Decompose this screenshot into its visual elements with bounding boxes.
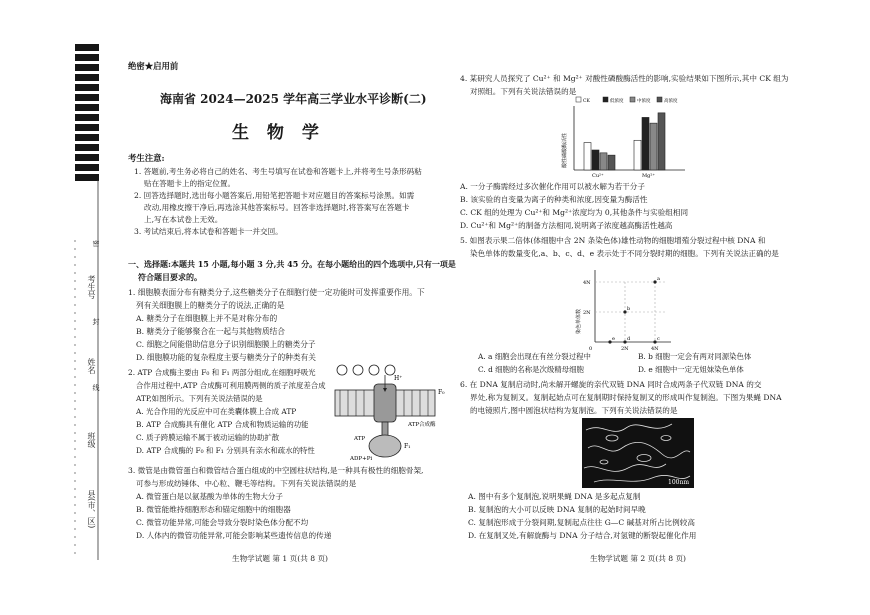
graph-x-tick-4n: 4N (651, 346, 659, 352)
photo-scale-label: 100nm (668, 479, 690, 486)
notice-line: 3. 考试结束后,将本试卷和答题卡一并交回。 (134, 227, 283, 236)
legend-label: 高浓度 (664, 99, 678, 104)
point-label-d: d (627, 336, 631, 342)
label-f1: F₁ (404, 443, 411, 450)
dna-electron-micrograph (582, 418, 694, 488)
section-1-line: 一、选择题:本题共 15 小题,每小题 3 分,共 45 分。在每小题给出的四个选项中,只有一项是 (128, 259, 456, 269)
legend-swatch (630, 97, 635, 102)
q2-stem: 合作用过程中,ATP 合成酶可利用膜两侧的质子浓度差合成 (136, 381, 326, 390)
question-4-options (460, 180, 790, 232)
q6-stem: 的电镜照片,图中圆泡状结构为复制泡。下列有关说法错误的是 (470, 406, 678, 415)
graph-y-tick-2n: 2N (583, 310, 591, 316)
q5-option-d: D. e 细胞中一定无姐妹染色单体 (638, 365, 744, 374)
notice-line: 上,写在本试卷上无效。 (144, 215, 223, 224)
q1-option-b: B. 糖类分子能够聚合在一起与其他物质结合 (136, 327, 285, 336)
subject-title: 生 物 学 (232, 123, 325, 143)
question-6-stem (460, 378, 790, 417)
footer-right: 生物学试题 第 2 页(共 8 页) (590, 554, 686, 563)
graph-y-tick-4n: 4N (583, 280, 591, 286)
q6-option-c: C. 复制泡形成于分裂间期,复制起点往往 G—C 碱基对所占比例较高 (468, 518, 695, 527)
q4-stem: 对照组。下列有关说法错误的是 (470, 87, 577, 96)
notice-line: 1. 答题前,考生务必将自己的姓名、考生号填写在试卷和答题卡上,并将考生号条形码粘 (134, 167, 422, 176)
q5-stem: 染色单体的数量变化,a、b、c、d、e 表示处于不同分裂时期的细胞。下列有关说法正确的是 (470, 249, 779, 258)
q4-option-c: C. CK 组的处理为 Cu²⁺和 Mg²⁺浓度均为 0,其他条件与实验组相同 (460, 208, 689, 217)
question-2 (128, 366, 328, 457)
seal-char-xian: 线 (92, 384, 100, 391)
point-label-b: b (627, 306, 631, 312)
point-label-a: a (657, 276, 660, 282)
q5-stem: 5. 如图表示果二倍体(体细胞中含 2N 条染色体)雄性动物的细胞增殖分裂过程中核 DNA 和 (460, 236, 766, 245)
notice-line: 改动,用橡皮擦干净后,再选涂其他答案标号。回答非选择题时,将答案写在答题卡 (144, 203, 410, 212)
chart-legend (576, 97, 678, 104)
label-atp-synthase: ATP合成酶 (408, 422, 436, 428)
q2-stem: ATP,如图所示。下列有关说法错误的是 (136, 394, 263, 403)
bar-0-0 (584, 143, 591, 170)
point-label-c: c (657, 336, 660, 342)
seal-char-feng: 封 (92, 318, 100, 325)
legend-swatch (657, 97, 662, 102)
q1-option-c: C. 细胞之间能借助信息分子识别细胞膜上的糖类分子 (136, 340, 316, 349)
q4-option-b: B. 该实验的自变量为离子的种类和浓度,因变量为酶活性 (460, 195, 648, 204)
q1-option-d: D. 细胞膜功能的复杂程度主要与糖类分子的种类有关 (136, 353, 316, 362)
graph-origin: 0 (589, 346, 593, 352)
q2-option-d: D. ATP 合成酶的 F₀ 和 F₁ 分别具有亲水和疏水的特性 (136, 446, 315, 455)
q4-stem: 4. 某研究人员探究了 Cu²⁺ 和 Mg²⁺ 对酸性磷酸酶活性的影响,实验结果如下图所示,其中 CK 组为 (460, 74, 789, 83)
chart-ylabel: 酸性磷酸酶活性 (562, 132, 568, 168)
q1-stem: 1. 细胞膜表面分布有糖类分子,这些糖类分子在细胞行使一定功能时可发挥重要作用。下 (128, 288, 425, 297)
binding-county: 县(市、区) (87, 490, 96, 529)
q3-stem: 可参与形成纺锤体、中心粒、鞭毛等结构。下列有关说法错误的是 (136, 479, 357, 488)
notice-line: 2. 回答选择题时,选出每小题答案后,用铅笔把答题卡对应题目的答案标号涂黑。如需 (134, 191, 415, 200)
q4-option-d: D. Cu²⁺和 Mg²⁺的制备方法相同,说明离子浓度越高酶活性越高 (460, 221, 673, 230)
confidential-label: 绝密★启用前 (128, 61, 179, 71)
exam-title: 海南省 2024—2025 学年高三学业水平诊断(二) (160, 92, 427, 106)
notice-line: 贴在答题卡上的指定位置。 (144, 179, 236, 188)
question-5-stem (460, 234, 790, 260)
bar-0-2 (600, 153, 607, 170)
bar-chart (560, 96, 690, 178)
q4-option-a: A. 一分子酶需经过多次催化作用可以被水解为若干分子 (460, 182, 645, 191)
section-1-line: 符合题目要求的。 (138, 272, 202, 282)
q3-stem: 3. 微管是由微管蛋白和微管结合蛋白组成的中空圆柱状结构,是一种具有极性的细胞骨架, (128, 466, 424, 475)
legend-label: 低浓度 (610, 99, 624, 104)
binding-class: 班级 (87, 432, 96, 448)
question-1 (128, 286, 458, 364)
q6-option-b: B. 复制泡的大小可以反映 DNA 复制的起始时间早晚 (468, 505, 646, 514)
legend-swatch (603, 97, 608, 102)
legend-label: CK (583, 99, 590, 104)
legend-swatch (576, 97, 581, 102)
legend-label: 中浓度 (637, 99, 651, 104)
q2-stem: 2. ATP 合成酶主要由 F₀ 和 F₁ 两部分组成,在细胞呼吸光 (128, 368, 316, 377)
q6-stem: 6. 在 DNA 复制启动时,尚未解开螺旋的亲代双链 DNA 同时合成两条子代双链 DNA 的交 (460, 380, 762, 389)
question-4-stem (460, 72, 790, 98)
q2-option-a: A. 光合作用的光反应中可在类囊体膜上合成 ATP (136, 407, 297, 416)
q3-option-a: A. 微管蛋白是以氨基酸为单体的生物大分子 (136, 492, 283, 501)
seal-char-mi: 密 (92, 240, 100, 247)
q5-option-b: B. b 细胞一定会有两对同源染色体 (638, 352, 752, 361)
q6-option-d: D. 在复制叉处,有解旋酶与 DNA 分子结合,对氢键的断裂起催化作用 (468, 531, 697, 540)
graph-x-tick-2n: 2N (621, 346, 629, 352)
question-5-options (478, 350, 798, 376)
q6-stem: 界处,称为复制叉。复制起始点可在复制期时保持复制叉的形成叫作复制泡。下图为果蝇 DNA (470, 393, 782, 402)
question-3 (128, 464, 458, 542)
label-atp: ATP (354, 436, 366, 442)
chart-category-label: Cu²⁺ (592, 173, 604, 178)
bar-1-0 (634, 140, 641, 170)
q2-option-b: B. ATP 合成酶具有催化 ATP 合成和物质运输的功能 (136, 420, 309, 429)
bar-1-2 (650, 123, 657, 170)
q3-option-c: C. 微管功能异常,可能会导致分裂时染色体分配不均 (136, 518, 309, 527)
q2-option-c: C. 质子跨膜运输不属于被动运输的协助扩散 (136, 433, 280, 442)
bar-1-1 (642, 117, 649, 170)
notice-heading: 考生注意: (128, 153, 165, 163)
label-h-plus: H⁺ (394, 375, 403, 382)
q6-option-a: A. 图中有多个复制泡,说明果蝇 DNA 是多起点复制 (468, 492, 641, 501)
question-6-options (468, 490, 798, 542)
q5-option-c: C. d 细胞的名称是次级精母细胞 (478, 365, 584, 374)
q3-option-b: B. 微管能维持细胞形态和锚定细胞中的细胞器 (136, 505, 291, 514)
footer-left: 生物学试题 第 1 页(共 8 页) (232, 554, 328, 563)
binding-name: 姓名 (87, 358, 96, 374)
dna-chromatid-graph (575, 264, 675, 354)
bar-0-3 (608, 155, 615, 170)
chart-category-label: Mg²⁺ (642, 173, 655, 178)
q1-stem: 列有关细胞膜上的糖类分子的说法,正确的是 (136, 301, 285, 310)
bar-0-1 (592, 150, 599, 170)
section-1-heading (128, 258, 458, 284)
bar-1-3 (658, 113, 665, 170)
label-f0: F₀ (438, 389, 445, 396)
graph-ylabel: 染色单体数 (576, 308, 582, 334)
q1-option-a: A. 糖类分子在细胞膜上并不是对称分布的 (136, 314, 278, 323)
notice-list (134, 166, 454, 238)
label-adp: ADP+Pi (350, 456, 373, 462)
atp-synthase-figure (330, 360, 455, 470)
q5-option-a: A. a 细胞会出现在有丝分裂过程中 (478, 352, 591, 361)
binding-exam-no: 考生号 (87, 275, 96, 299)
q3-option-d: D. 人体内的微管功能异常,可能会影响某些遗传信息的传递 (136, 531, 332, 540)
point-label-e: e (612, 336, 615, 342)
